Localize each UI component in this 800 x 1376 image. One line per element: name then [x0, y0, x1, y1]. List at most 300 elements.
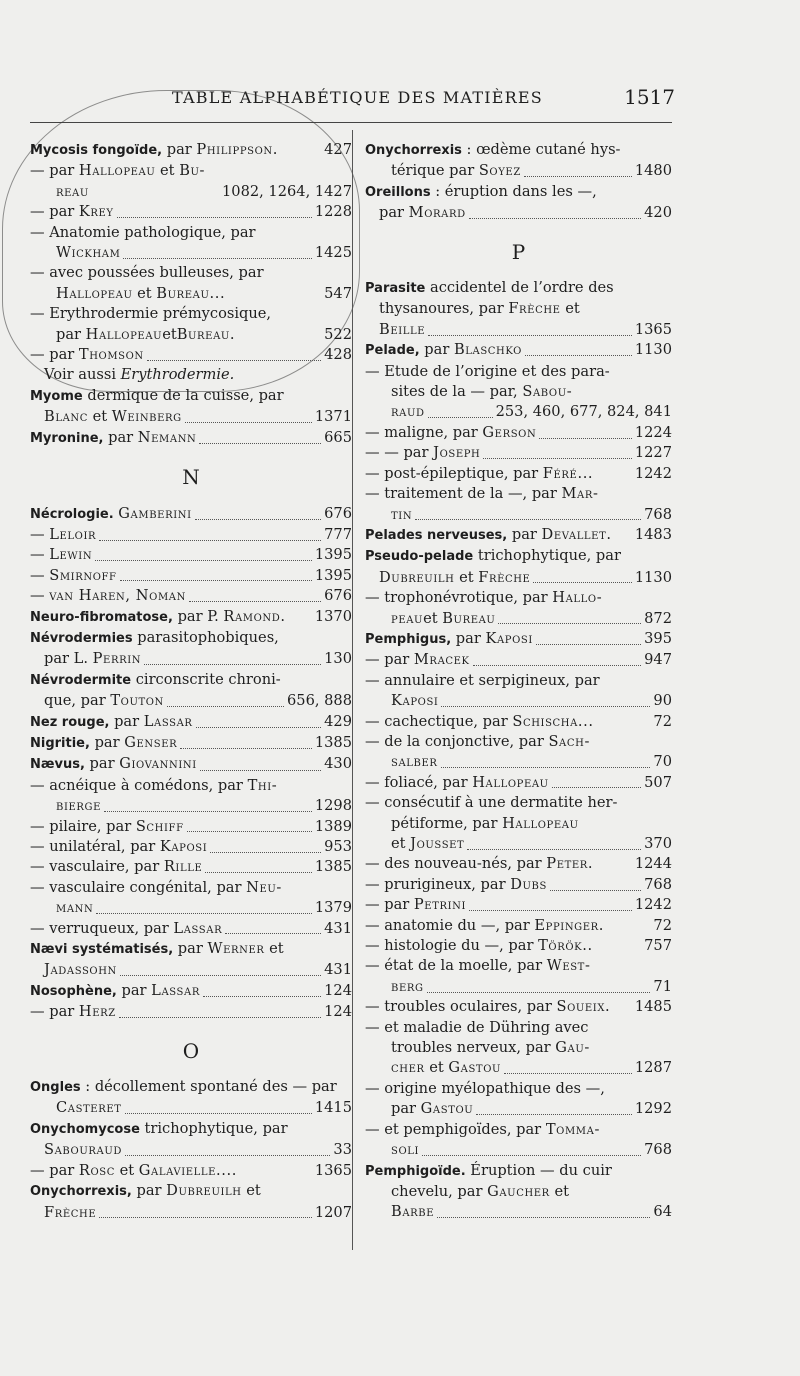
page-ref: 768 [644, 505, 672, 523]
page-ref: 431 [324, 961, 352, 979]
entry-text: et [162, 325, 177, 343]
entry-label [391, 609, 495, 629]
entry-author: Herz [78, 1003, 116, 1021]
entry-label [365, 650, 470, 670]
index-entry [365, 402, 672, 422]
entry-label [30, 1161, 237, 1181]
entry-text: — origine myélopathique des —, [365, 1079, 605, 1097]
entry-label [365, 712, 594, 732]
entry-author: berg [391, 977, 424, 995]
entry-author: Dubreuilh [379, 568, 455, 586]
index-entry [365, 629, 672, 650]
dot-leader [427, 992, 651, 993]
entry-keyword: Neuro-fibromatose, [30, 609, 173, 625]
page-ref: 1130 [634, 341, 672, 359]
entry-label [365, 773, 549, 793]
index-entry [365, 977, 672, 997]
index-entry [365, 1140, 672, 1160]
entry-author: Gerson [482, 423, 537, 441]
entry-text: troubles nerveux, par [391, 1039, 556, 1057]
entry-author: Kaposi [391, 692, 439, 710]
index-entry [30, 202, 352, 222]
dot-leader [125, 1113, 312, 1114]
entry-author: Frèche [508, 300, 561, 318]
page-ref: 757 [644, 937, 672, 955]
entry-author: Giovannini [119, 755, 197, 773]
index-entry [365, 834, 672, 854]
index-entry [365, 161, 672, 181]
page-ref: 1385 [314, 858, 352, 876]
entry-text: — par [30, 1003, 79, 1021]
entry-author: Sabou- [522, 383, 573, 401]
dot-leader [467, 849, 641, 850]
entry-label [30, 857, 202, 877]
index-line [30, 1077, 352, 1098]
entry-author: Féré... [542, 464, 594, 482]
page-ref: 1242 [634, 464, 672, 482]
index-entry [30, 733, 352, 754]
entry-text: parasitophobiques, [132, 628, 279, 646]
entry-author: Gamberini [118, 504, 192, 522]
page-ref: 507 [644, 773, 672, 791]
entry-author: Genser [124, 733, 178, 751]
page-ref: 64 [653, 1203, 672, 1221]
entry-text: — histologie du —, par [365, 937, 539, 955]
dot-leader [96, 913, 311, 914]
dot-leader [144, 664, 321, 665]
entry-text: par [109, 712, 144, 730]
page-ref: 253, 460, 677, 824, 841 [495, 403, 672, 421]
entry-text: et [264, 940, 284, 958]
entry-text: circonscrite chroni- [131, 670, 281, 688]
dot-leader [195, 519, 321, 520]
page-ref: 429 [324, 712, 352, 730]
entry-author: Frèche [44, 1203, 97, 1221]
page-ref: 1425 [314, 244, 352, 262]
dot-leader [120, 580, 312, 581]
page-ref: 1480 [634, 162, 672, 180]
index-line [365, 299, 672, 319]
page-ref: 71 [653, 977, 672, 995]
dot-leader [428, 417, 493, 418]
entry-keyword: Ongles [30, 1080, 81, 1096]
dot-leader [422, 1155, 641, 1156]
dot-leader [180, 748, 312, 749]
entry-label [30, 504, 192, 525]
dot-leader [415, 519, 641, 520]
index-entry [30, 545, 352, 565]
entry-author: Sach- [548, 732, 590, 750]
entry-text: par [173, 940, 208, 958]
index-entry [365, 773, 672, 793]
entry-author: Hallopeau [56, 284, 133, 302]
index-line [365, 546, 672, 567]
entry-text: — post-épileptique, par [365, 464, 543, 482]
entry-author: Jousset [410, 835, 465, 852]
index-entry [365, 1058, 672, 1078]
index-line [30, 304, 352, 324]
entry-label [365, 895, 466, 915]
entry-text: — par [365, 651, 414, 669]
entry-text: par [419, 341, 454, 359]
entry-label [365, 525, 612, 546]
entry-author: Hallopeau [502, 814, 579, 832]
entry-label [56, 898, 93, 918]
page-ref: 427 [324, 141, 352, 158]
dot-leader [469, 910, 632, 911]
entry-author: Soyez [478, 162, 521, 180]
index-entry [30, 919, 352, 939]
index-line [365, 278, 672, 299]
entry-author: Frèche [478, 568, 531, 586]
header-rule [30, 122, 672, 123]
entry-author: Gau- [555, 1039, 590, 1057]
dot-leader [539, 438, 632, 439]
index-line [30, 1119, 352, 1140]
entry-text: par [116, 981, 152, 999]
entry-label [30, 545, 92, 565]
entry-text: — pilaire, par [30, 817, 136, 835]
entry-label [365, 340, 522, 361]
entry-label [56, 182, 89, 202]
page-ref: 953 [324, 838, 352, 855]
index-entry [30, 1002, 352, 1022]
entry-label [379, 568, 530, 588]
entry-label [379, 203, 466, 223]
index-entry [365, 712, 672, 732]
index-line [365, 1161, 672, 1182]
entry-text: — unilatéral, par [30, 838, 160, 855]
entry-text: — Erythrodermie prémycosique, [30, 305, 272, 323]
entry-keyword: Nez rouge, [30, 714, 110, 730]
dot-leader [441, 706, 650, 707]
entry-author: Bureau [442, 609, 496, 627]
index-entry [30, 712, 352, 733]
index-entry [30, 1203, 352, 1223]
entry-text: — traitement de la —, par [365, 485, 562, 503]
page-ref: 1370 [314, 607, 352, 625]
entry-author: Petrini [413, 896, 467, 914]
entry-label [44, 691, 164, 711]
index-entry [365, 854, 672, 874]
entry-text: — consécutif à une dermatite her- [365, 794, 618, 812]
index-entry [30, 525, 352, 545]
entry-author: Barbe [391, 1203, 435, 1221]
entry-author: Hallopeau [78, 162, 156, 180]
dot-leader [95, 560, 312, 561]
index-entry [365, 1202, 672, 1222]
page-ref: 1207 [314, 1203, 352, 1221]
entry-label [391, 1099, 473, 1119]
entry-text: et [391, 835, 411, 852]
dot-leader [203, 996, 321, 997]
index-entry [30, 691, 352, 711]
entry-label [30, 202, 114, 222]
entry-text: par L. [44, 650, 93, 668]
index-entry [365, 525, 672, 546]
page-ref: 430 [324, 755, 352, 773]
entry-text: — par [365, 896, 414, 914]
index-line [365, 1120, 672, 1140]
entry-author: Perrin [92, 650, 142, 668]
entry-text: dermique de la cuisse, par [82, 386, 284, 404]
entry-author: salber [391, 753, 438, 771]
entry-author: Bureau... [156, 284, 226, 302]
index-entry [30, 407, 352, 427]
entry-keyword: Myome [30, 388, 83, 404]
entry-author: Bu- [179, 162, 206, 180]
entry-keyword: Nosophène, [30, 983, 117, 999]
dot-leader [504, 1073, 632, 1074]
page-ref: 1228 [314, 203, 352, 221]
entry-author: Weinberg [111, 408, 182, 426]
entry-text: et [155, 162, 180, 180]
entry-keyword: Pelades nerveuses, [365, 527, 508, 543]
entry-label [30, 837, 207, 857]
entry-text: et [549, 1182, 569, 1200]
entry-text: — verruqueux, par [30, 919, 174, 937]
index-entry [30, 796, 352, 816]
index-line [30, 628, 352, 649]
index-entry [365, 203, 672, 223]
dot-leader [441, 767, 651, 768]
page-ref: 656, 888 [287, 692, 352, 710]
index-entry [30, 586, 352, 606]
entry-author: Thomson [78, 346, 144, 364]
entry-text: — des nouveau-nés, par [365, 855, 547, 873]
entry-author: Bureau. [176, 325, 236, 343]
dot-leader [525, 355, 632, 356]
index-entry [365, 443, 672, 463]
entry-label [391, 505, 412, 525]
index-line [30, 161, 352, 181]
dot-leader [437, 1217, 650, 1218]
entry-text: — trophonévrotique, par [365, 589, 553, 607]
entry-text: — Etude de l’origine et des para- [365, 362, 610, 380]
entry-author: peau [391, 609, 424, 627]
entry-text: par [84, 755, 120, 773]
index-line [365, 140, 672, 161]
page-ref: 1365 [314, 1161, 352, 1179]
entry-author: Lassar [151, 981, 200, 999]
entry-text: — vasculaire congénital, par [30, 878, 247, 896]
index-entry [365, 691, 672, 711]
entry-author: tin [391, 505, 413, 523]
entry-label [44, 407, 182, 427]
entry-label [365, 423, 536, 443]
entry-keyword: Myronine, [30, 430, 104, 446]
entry-keyword: Nigritie, [30, 735, 90, 751]
entry-author: Rosc [78, 1161, 115, 1179]
dot-leader [199, 443, 321, 444]
entry-label [365, 997, 610, 1017]
entry-text: : éruption dans les —, [430, 182, 597, 200]
entry-author: Gastou [448, 1059, 502, 1077]
page-ref: 1365 [634, 320, 672, 338]
entry-text: — prurigineux, par [365, 875, 511, 893]
entry-see-also: Erythrodermie. [120, 366, 235, 384]
entry-author: Gastou [420, 1100, 474, 1118]
index-entry [30, 837, 352, 857]
entry-author: Beille [379, 320, 426, 338]
entry-label [30, 712, 193, 733]
entry-keyword: Nævus, [30, 757, 85, 773]
entry-label [391, 1140, 419, 1160]
index-entry [365, 609, 672, 629]
entry-keyword: Pelade, [365, 343, 420, 359]
entry-author: Lassar [143, 712, 193, 730]
entry-text: par [379, 204, 409, 222]
entry-author: van Haren, Noman [49, 587, 186, 605]
entry-text: — par [30, 203, 79, 221]
page-ref: 1082, 1264, 1427 [222, 182, 352, 200]
page-ref: 947 [644, 651, 672, 669]
entry-text: — foliacé, par [365, 773, 473, 791]
entry-author: Ramond. [223, 607, 286, 625]
page-ref: 1415 [314, 1099, 352, 1117]
index-entry [30, 857, 352, 877]
entry-text: : œdème cutané hys- [461, 141, 621, 158]
page-ref: 1385 [314, 733, 352, 751]
entry-text: — anatomie du —, par [365, 916, 535, 934]
index-entry [30, 182, 352, 202]
index-entry [365, 875, 672, 895]
entry-author: Hallopeau [472, 773, 549, 791]
dot-leader [205, 872, 312, 873]
index-line [365, 182, 672, 203]
index-entry [365, 423, 672, 443]
entry-text: — [30, 566, 50, 584]
entry-text: que, par [44, 692, 111, 710]
entry-text: par [103, 428, 138, 446]
entry-keyword: Pemphigus, [365, 631, 452, 647]
page-ref: 33 [333, 1141, 352, 1159]
index-entry [30, 140, 352, 161]
dot-leader [210, 852, 321, 853]
entry-author: Krey [78, 203, 114, 221]
entry-label [44, 960, 117, 980]
entry-author: Neu- [246, 878, 282, 896]
entry-author: Jadassohn [44, 961, 117, 979]
page-ref: 547 [324, 284, 352, 302]
entry-text: — Anatomie pathologique, par [30, 223, 256, 241]
index-entry [365, 752, 672, 772]
dot-leader [498, 623, 641, 624]
section-letter: N [182, 465, 200, 490]
dot-leader [533, 582, 631, 583]
entry-text: — annulaire et serpigineux, par [365, 671, 600, 689]
entry-author: Smirnoff [49, 566, 117, 584]
entry-author: cher [391, 1059, 425, 1077]
page-ref: 1389 [314, 817, 352, 835]
entry-text: — [30, 587, 50, 605]
dot-leader [120, 975, 321, 976]
entry-text: et [560, 300, 580, 318]
entry-text: par P. [172, 607, 224, 625]
index-entry [30, 960, 352, 980]
entry-author: raud [391, 403, 425, 421]
entry-text: — état de la moelle, par [365, 957, 547, 975]
entry-label [30, 754, 197, 775]
entry-author: Kaposi [485, 629, 533, 647]
index-line [30, 878, 352, 898]
index-entry [365, 505, 672, 525]
index-entry [30, 325, 352, 345]
page-ref: 1371 [314, 408, 352, 426]
entry-author: Lewin [49, 546, 93, 564]
page-ref: 124 [324, 981, 352, 999]
running-header [30, 85, 675, 112]
entry-keyword: Onychomycose [30, 1121, 140, 1137]
index-entry [30, 504, 352, 525]
dot-leader [99, 1217, 312, 1218]
dot-leader [524, 176, 632, 177]
dot-leader [104, 811, 312, 812]
entry-text: — de la conjonctive, par [365, 732, 549, 750]
index-line [30, 386, 352, 407]
dot-leader [125, 1155, 330, 1156]
page-ref: 768 [644, 875, 672, 893]
entry-author: Schischa... [512, 712, 594, 730]
page-ref: 1242 [634, 896, 672, 914]
entry-author: Devallet. [541, 525, 612, 543]
dot-leader [167, 706, 284, 707]
page-ref: 872 [644, 609, 672, 627]
entry-keyword: Névrodermite [30, 672, 132, 688]
entry-author: Peter. [546, 855, 594, 873]
dot-leader [536, 644, 641, 645]
entry-text: thysanoures, par [379, 300, 509, 318]
entry-label [56, 243, 120, 263]
index-entry [365, 997, 672, 1017]
entry-text: et [88, 408, 112, 426]
entry-text: — par [30, 1161, 79, 1179]
page-ref: 130 [324, 650, 352, 668]
dot-leader [187, 831, 312, 832]
left-column [30, 140, 352, 1223]
entry-label [30, 919, 222, 939]
page-ref: 1379 [314, 899, 352, 917]
entry-author: Eppinger. [534, 916, 605, 934]
entry-author: Galavielle.... [138, 1161, 238, 1179]
index-line [365, 484, 672, 504]
entry-label [30, 428, 196, 449]
page-ref: 1227 [634, 444, 672, 462]
entry-label [365, 464, 593, 484]
entry-keyword: Onychorrexis [365, 143, 462, 158]
index-line [365, 1182, 672, 1202]
page-ref: 676 [324, 504, 352, 522]
page-ref: 395 [644, 629, 672, 647]
entry-text: — maligne, par [365, 423, 483, 441]
entry-label [365, 936, 593, 956]
entry-text: et [423, 609, 443, 627]
entry-author: mann [56, 899, 94, 917]
index-line [365, 382, 672, 402]
entry-author: Blanc [44, 408, 88, 426]
page-ref: 1483 [634, 525, 672, 543]
dot-leader [185, 422, 312, 423]
entry-author: Morard [408, 204, 466, 222]
entry-keyword: Oreillons [365, 184, 431, 200]
page-ref: 124 [324, 1003, 352, 1021]
index-entry [30, 898, 352, 918]
entry-text: — — par [365, 444, 434, 462]
entry-label [44, 649, 141, 669]
dot-leader [552, 787, 641, 788]
entry-label [391, 161, 521, 181]
entry-author: Joseph [433, 444, 481, 462]
